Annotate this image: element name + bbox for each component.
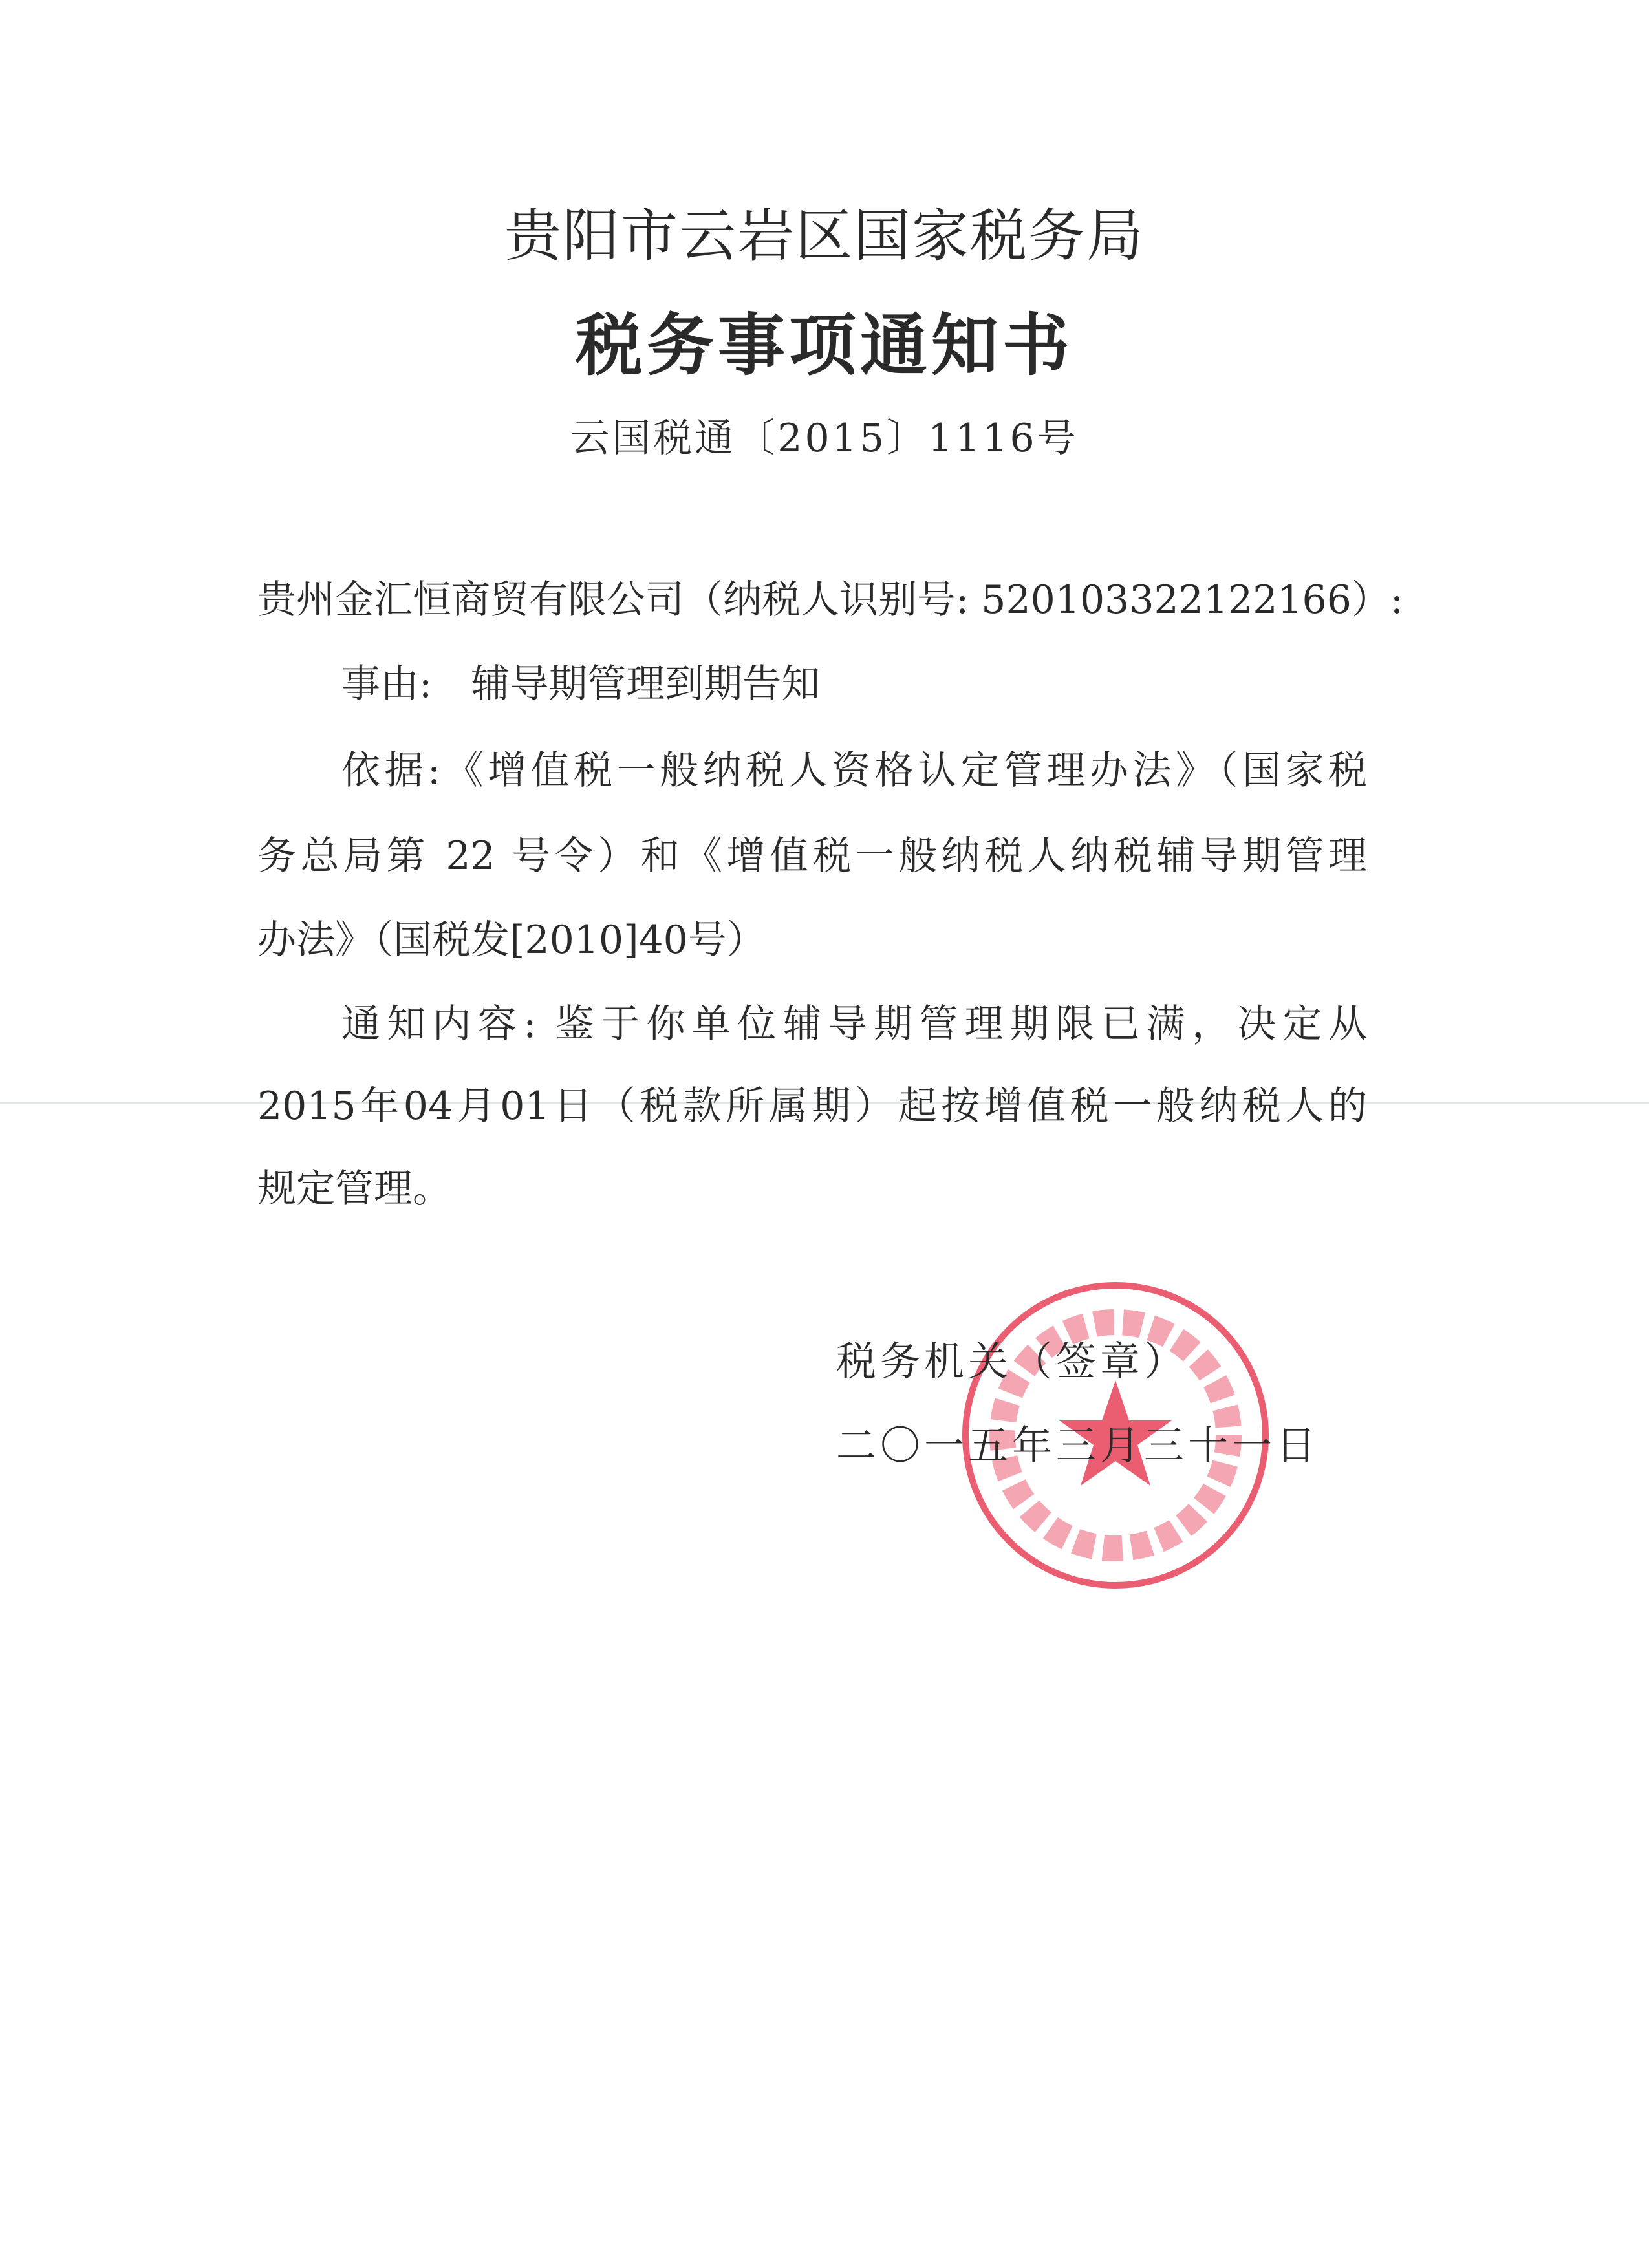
content-line: 2015年04月01日（税款所属期）起按增值税一般纳税人的 <box>257 1084 1367 1129</box>
basis-line: 务总局第 22 号令）和《增值税一般纳税人纳税辅导期管理 <box>257 833 1367 879</box>
agency-title: 贵阳市云岩区国家税务局 <box>504 202 1145 269</box>
signature-authority: 税务机关（签章） <box>836 1338 1189 1385</box>
addressee: 贵州金汇恒商贸有限公司（纳税人识别号: 520103322122166）: <box>257 577 1404 623</box>
content-line: 规定管理。 <box>257 1166 451 1212</box>
basis-line: 依据:《增值税一般纳税人资格认定管理办法》（国家税 <box>341 748 1367 793</box>
document-title: 税务事项通知书 <box>575 305 1073 385</box>
signature-date: 二〇一五年三月三十一日 <box>836 1422 1320 1469</box>
document-number: 云国税通〔2015〕1116号 <box>570 416 1079 461</box>
reason: 事由: 辅导期管理到期告知 <box>341 661 821 707</box>
content-line: 通知内容: 鉴于你单位辅导期管理期限已满，决定从 <box>341 1001 1367 1047</box>
basis-line: 办法》（国税发[2010]40号） <box>257 917 766 963</box>
